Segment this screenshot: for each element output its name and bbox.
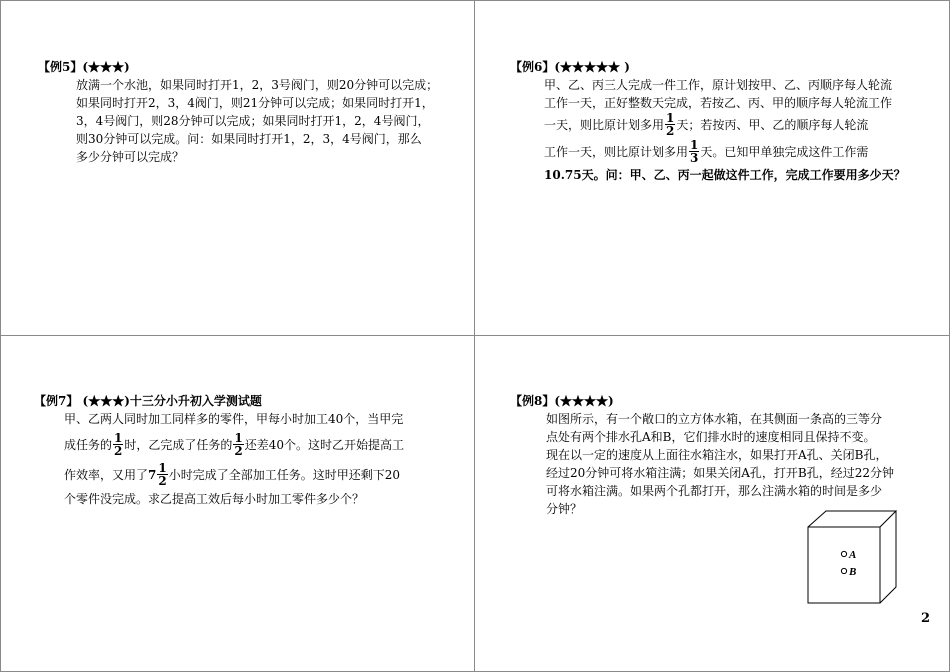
example-6-line: 甲、乙、丙三人完成一件工作，原计划按甲、乙、丙顺序每人轮流 <box>544 78 893 92</box>
cube-front-face <box>808 527 880 603</box>
fraction <box>233 432 243 457</box>
fraction-numerator: 1 <box>690 138 699 152</box>
example-8-line: 分钟？ <box>546 502 583 516</box>
fraction-denominator: 2 <box>114 444 123 458</box>
example-8-body <box>510 410 894 518</box>
example-8-line: 点处有两个排水孔A和B，它们排水时的速度相同且保持不变。 <box>546 430 876 444</box>
example-7-body <box>34 410 404 510</box>
example-8 <box>510 392 894 518</box>
example-5-line: 多少分钟可以完成？ <box>76 150 185 164</box>
example-7-text: 还差40个。这时乙开始提高工 <box>244 438 405 452</box>
example-7-line: 甲、乙两人同时加工同样多的零件，甲每小时加工40个，当甲完 <box>64 412 404 426</box>
example-5-title: 【例5】(★★★) <box>38 60 130 74</box>
fraction-denominator: 3 <box>690 151 699 165</box>
example-8-line: 如图所示，有一个敞口的立方体水箱，在其侧面一条高的三等分 <box>546 412 883 426</box>
fraction-denominator: 2 <box>158 474 167 488</box>
example-7-line: 个零件没完成。求乙提高工效后每小时加工零件多少个？ <box>64 492 365 506</box>
example-6-text: 天；若按丙、甲、乙的顺序每人轮流 <box>676 118 869 132</box>
fraction <box>157 462 167 487</box>
example-8-title: 【例8】(★★★★) <box>510 394 614 408</box>
cube-top-edges <box>808 511 896 527</box>
example-7-text: 作效率，又用了 <box>64 468 149 482</box>
example-6-text: 一天，则比原计划多用 <box>544 118 665 132</box>
hole-a-marker <box>841 551 846 556</box>
example-7-line <box>64 460 404 490</box>
example-5 <box>38 58 438 166</box>
example-8-line: 现在以一定的速度从上面往水箱注水，如果打开A孔、关闭B孔， <box>546 448 888 462</box>
example-7-line <box>64 430 404 460</box>
example-7-text: 小时完成了全部加工任务。这时甲还剩下20 <box>168 468 401 482</box>
fraction-numerator: 1 <box>158 461 167 475</box>
example-6-title: 【例6】(★★★★★ ) <box>510 60 630 74</box>
example-7 <box>34 392 404 510</box>
hole-b-label: B <box>849 566 857 578</box>
fraction-numerator: 1 <box>114 431 123 445</box>
example-7-text: 时，乙完成了任务的 <box>124 438 233 452</box>
example-5-line: 放满一个水池，如果同时打开1，2，3号阀门，则20分钟可以完成； <box>76 78 439 92</box>
fraction-numerator: 1 <box>666 111 675 125</box>
example-7-title: 【例7】 (★★★)十三分小升初入学测试题 <box>34 394 262 408</box>
example-8-line: 经过20分钟可将水箱注满；如果关闭A孔，打开B孔，经过22分钟 <box>546 466 895 480</box>
fraction-denominator: 2 <box>666 124 675 138</box>
fraction <box>665 112 675 137</box>
fraction-denominator: 2 <box>234 444 243 458</box>
hole-b-marker <box>841 568 846 573</box>
mixed-number-whole: 7 <box>148 468 157 482</box>
example-5-line: 则30分钟可以完成。问：如果同时打开1，2，3，4号阀门，那么 <box>76 132 422 146</box>
example-6-line <box>544 139 906 166</box>
example-6-line <box>544 112 906 139</box>
example-6-line: 10.75天。问：甲、乙、丙一起做这件工作，完成工作要用多少天？ <box>544 168 906 182</box>
page-number: 2 <box>921 611 931 626</box>
example-7-text: 成任务的 <box>64 438 113 452</box>
vertical-divider <box>474 0 475 672</box>
example-6 <box>510 58 906 184</box>
example-5-body <box>38 76 438 166</box>
horizontal-divider <box>0 335 950 336</box>
fraction <box>113 432 123 457</box>
fraction <box>689 139 699 164</box>
cube-tank-diagram <box>806 509 898 605</box>
example-6-line: 工作一天，正好整数天完成，若按乙、丙、甲的顺序每人轮流工作 <box>544 96 893 110</box>
example-6-text: 天。已知甲单独完成这件工作需 <box>700 145 869 159</box>
example-5-line: 如果同时打开2，3，4阀门，则21分钟可以完成；如果同时打开1， <box>76 96 434 110</box>
example-8-line: 可将水箱注满。如果两个孔都打开，那么注满水箱的时间是多少 <box>546 484 883 498</box>
example-5-line: 3，4号阀门，则28分钟可以完成；如果同时打开1，2，4号阀门， <box>76 114 430 128</box>
hole-a-label: A <box>849 549 857 561</box>
fraction-numerator: 1 <box>234 431 243 445</box>
example-6-body <box>510 76 906 184</box>
example-6-text: 工作一天，则比原计划多用 <box>544 145 689 159</box>
